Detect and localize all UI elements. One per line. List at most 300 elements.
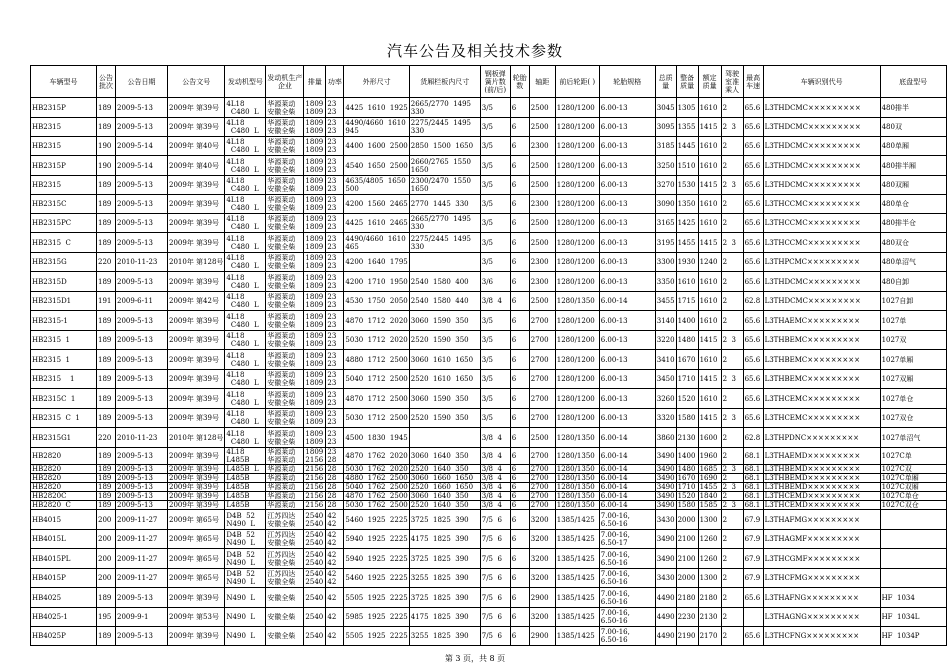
table-cell: 2 [721,492,743,501]
table-cell: 2520 1590 350 [409,409,480,428]
table-cell: L485B [225,474,266,483]
table-cell: 23 23 [326,98,344,118]
table-cell: 65.6 [743,156,763,176]
table-cell: HB4015PL [31,549,97,569]
table-cell: L3THAEMD××××××××× [763,448,880,465]
table-cell: 4870 1712 2020 [344,311,409,331]
table-cell: 5460 1925 2225 [344,569,409,588]
table-cell: 1027双厢 [880,370,946,389]
table-cell: 2009-5-13 [116,98,168,118]
table-cell: 4L18 L485B [225,448,266,465]
table-cell: 3/5 [480,137,510,156]
table-cell: HB2315 [31,137,97,156]
table-cell: 2 [721,195,743,214]
table-cell: 江苏四达 安徽全柴 [266,510,304,530]
table-cell: 2009年 第39号 [168,627,225,646]
table-cell: 190 [97,156,116,176]
table-cell: 2009-5-13 [116,465,168,474]
table-cell: 4L18 C480 L [225,292,266,311]
table-cell: 3/8 4 [480,492,510,501]
table-cell: 3/5 [480,350,510,370]
table-cell: 2540 1580 440 [409,292,480,311]
table-cell: 7.00-16, 6.50-16 [599,549,655,569]
table-cell: 2156 [304,501,326,510]
table-cell: 4L18 C480 L [225,350,266,370]
column-header: 底盘型号 [880,66,946,98]
table-cell: 2009-5-13 [116,272,168,292]
table-cell: 3060 1590 350 [409,311,480,331]
table-cell: 6 [510,253,529,272]
table-cell: HB2315 1 [31,370,97,389]
table-cell: 2700 [529,389,555,409]
table-cell: 65.6 [743,409,763,428]
table-cell: HB2820 [31,483,97,492]
table-cell: 1580 [676,501,698,510]
table-cell: 4490 [655,608,676,627]
table-cell: 1400 [676,448,698,465]
table-cell: 1280/1350 [555,428,599,448]
table-cell: 65.6 [743,98,763,118]
table-cell: 2770 1445 330 [409,195,480,214]
table-cell: 2300 [529,272,555,292]
table-cell: 28 [326,474,344,483]
table-cell: 安徽全柴 [266,627,304,646]
table-cell: 480自卸 [880,272,946,292]
table-cell: 1610 [698,350,721,370]
table-cell: 2700 [529,409,555,428]
table-row [31,214,947,233]
table-cell: 190 [97,137,116,156]
table-cell: 65.6 [743,176,763,195]
table-cell: 华源莱动 安徽全柴 [266,214,304,233]
table-cell: L3THBEMD××××××××× [763,483,880,492]
table-cell: 480单沼气 [880,253,946,272]
table-cell: 1670 [676,350,698,370]
table-cell: 1809 1809 [304,370,326,389]
table-cell: 1610 [698,98,721,118]
table-cell: 6.00-13 [599,156,655,176]
table-cell: 3300 [655,253,676,272]
table-cell: 2009年 第53号 [168,608,225,627]
table-cell: 1385/1425 [555,608,599,627]
table-header-row [31,66,947,98]
table-cell: 2009年 第39号 [168,272,225,292]
table-cell: 67.9 [743,510,763,530]
table-cell: HB2820 [31,465,97,474]
table-cell: 42 42 [326,530,344,549]
table-cell: 23 23 [326,118,344,137]
table-cell: 1580 [676,409,698,428]
table-cell: 1385/1425 [555,510,599,530]
table-cell: L485B [225,492,266,501]
table-cell: 4L18 C480 L [225,428,266,448]
table-cell: 江苏四达 安徽全柴 [266,530,304,549]
table-cell: 28 [326,465,344,474]
table-row [31,549,947,569]
table-cell: 189 [97,627,116,646]
table-cell: 7.00-16, 6.50-17 [599,530,655,549]
column-header: 轮胎规格 [599,66,655,98]
table-cell: 3/8 4 [480,483,510,492]
table-cell: 华源莱动 安徽全柴 [266,137,304,156]
table-cell: 2009-5-13 [116,474,168,483]
table-cell: 4L18 C480 L [225,176,266,195]
table-cell: 6.00-13 [599,137,655,156]
table-cell: 3490 [655,530,676,549]
table-cell: 2540 [304,627,326,646]
table-cell: 6 [510,448,529,465]
table-cell: 2 3 [721,501,743,510]
table-cell: 2 [721,389,743,409]
table-cell: 6.00-13 [599,272,655,292]
table-cell: 2500 [529,292,555,311]
table-cell: 23 23 [326,156,344,176]
table-cell: 5030 1762 2020 [345,465,408,473]
table-row [31,272,947,292]
table-cell: 5940 1925 2225 [344,549,409,569]
table-cell: HB2315G1 [31,428,97,448]
table-cell: 28 [326,483,344,492]
table-cell: HB2315 1 [31,331,97,350]
table-cell: 3/5 [480,370,510,389]
table-cell: 华源莱动 安徽全柴 [266,331,304,350]
table-cell: 1415 [698,176,721,195]
table-row [31,569,947,588]
table-cell: 4200 1560 2465 [344,195,409,214]
table-cell: 1305 [676,98,698,118]
table-cell: HB2315PC [31,214,97,233]
table-row [31,195,947,214]
table-cell: 189 [97,448,116,465]
table-row [31,118,947,137]
table-cell: 5460 1925 2225 [344,510,409,530]
table-cell: 1280/1200 [555,253,599,272]
table-cell: 1280/1200 [555,118,599,137]
table-cell: 2009-5-13 [116,176,168,195]
table-cell: 1027C单厢 [880,474,946,483]
table-cell: 2009-5-13 [116,118,168,137]
table-cell: 23 23 [326,214,344,233]
table-cell: 1300 [698,569,721,588]
table-cell: L3THBEMD××××××××× [763,465,880,474]
table-cell: 2540 [304,588,326,608]
table-cell: 6.00-13 [599,118,655,137]
table-cell: D4B 52 N490 L [225,549,266,569]
table-cell: L485B [225,483,266,492]
table-cell: 4175 1825 390 [409,608,480,627]
table-cell [880,569,946,588]
table-cell: 7.00-16, 6.50-16 [599,588,655,608]
table-cell: 2100 [676,549,698,569]
table-cell: 6 [510,233,529,253]
table-cell: 3/5 [480,195,510,214]
table-cell: 4400 1600 2500 [344,137,409,156]
table-cell: 3200 [529,530,555,549]
table-cell: 3/5 [480,311,510,331]
table-cell: 3490 [656,492,675,500]
table-cell: 23 23 [326,137,344,156]
table-cell: 3320 [655,409,676,428]
table-cell: 2000 [676,510,698,530]
table-cell: 4L18 C480 L [225,331,266,350]
table-cell: 2700 [529,492,555,501]
table-cell: 2009年 第39号 [168,214,225,233]
table-cell: 1350 [676,195,698,214]
table-cell: 67.9 [743,530,763,549]
table-cell: 1385/1425 [555,530,599,549]
table-cell: 3/5 [480,118,510,137]
table-row [31,233,947,253]
table-cell: 2009-5-13 [116,448,168,465]
table-cell: 1027双 [880,331,946,350]
table-cell: 华源莱动 [266,492,304,501]
table-cell: 2500 [529,428,555,448]
column-header: 外形尺寸 [344,66,409,98]
table-cell: HB4025-1 [31,608,97,627]
table-cell: 3410 [655,350,676,370]
table-cell: 2 [721,474,743,483]
table-cell: HB2820 [31,448,97,465]
table-cell: N490 L [225,608,266,627]
table-cell: 3/8 4 [480,292,510,311]
table-cell: 189 [97,272,116,292]
table-cell: 1809 1809 [304,409,326,428]
table-cell: 安徽全柴 [266,588,304,608]
table-cell: 1385/1425 [555,588,599,608]
table-cell: 4L18 C480 L [225,370,266,389]
table-cell: 2009年 第39号 [168,501,225,510]
table-cell: 1455 [676,233,698,253]
table-cell: HB4015 [31,510,97,530]
table-cell: 3/5 [480,98,510,118]
table-cell: 1610 [698,214,721,233]
table-cell: 5985 1925 2225 [344,608,409,627]
table-cell: 1809 1809 [304,233,326,253]
table-cell: 4200 1640 1795 [344,253,409,272]
table-cell: L3THPCMC××××××××× [763,253,880,272]
table-cell: 1280/1200 [555,156,599,176]
table-cell: 1400 [676,311,698,331]
table-row [31,588,947,608]
table-cell: 2 [721,137,743,156]
table-cell: 23 23 [326,389,344,409]
table-cell: 华源莱动 华源莱动 [266,448,304,465]
table-cell: 1280/1200 [555,98,599,118]
table-cell: 4490 [655,588,676,608]
table-cell: 2 [721,549,743,569]
table-row [31,465,947,474]
table-row [31,448,947,465]
table-cell: 68.1 [743,474,763,483]
table-cell: 2009-5-13 [116,350,168,370]
table-cell: 189 [97,98,116,118]
table-cell: 4L18 C480 L [225,156,266,176]
table-cell: 3/5 [480,233,510,253]
table-cell: 5040 1762 2500 [345,483,408,491]
table-cell: 7/5 6 [480,510,510,530]
table-cell: 1610 [698,272,721,292]
table-cell: 4530 1750 2050 [344,292,409,311]
table-cell: 6.00-14 [599,465,655,474]
table-cell: 189 [97,176,116,195]
table-cell: 4L18 C480 L [225,272,266,292]
table-cell: 6 [510,510,529,530]
table-cell: 7.00-16, 6.50-16 [599,608,655,627]
table-row [31,389,947,409]
table-cell: 2 [721,214,743,233]
table-row [31,311,947,331]
table-cell: 65.6 [743,137,763,156]
table-cell: 6 [510,409,529,428]
table-cell: 1809 1809 [304,272,326,292]
table-cell: 2009年 第39号 [168,195,225,214]
table-cell: 42 [326,627,344,646]
table-cell: 2180 [698,588,721,608]
table-cell: 2156 [304,474,326,483]
table-cell: 2156 [304,465,326,474]
table-cell: L3THDCMC××××××××× [763,98,880,118]
table-cell: 5040 1712 2500 [344,370,409,389]
table-cell: 6 [510,569,529,588]
table-cell: 6 [510,608,529,627]
table-cell: 2500 [529,98,555,118]
table-cell: 7/5 6 [480,627,510,646]
table-cell: 7.00-16, 6.50-16 [599,627,655,646]
table-cell: 200 [97,530,116,549]
table-cell: 1355 [676,118,698,137]
table-row [31,530,947,549]
table-cell: 2500 [529,176,555,195]
table-cell: 65.6 [743,389,763,409]
table-cell: 2009-5-14 [116,137,168,156]
table-cell: 6 [510,483,529,492]
table-cell: 1280/1200 [555,214,599,233]
table-cell: 23 23 [326,292,344,311]
table-cell: 2300 [529,137,555,156]
table-cell: 3/5 [480,389,510,409]
table-cell: 1280/1200 [555,137,599,156]
table-cell: 1960 [698,448,721,465]
table-cell: 华源莱动 安徽全柴 [266,292,304,311]
table-cell: 7.00-16, 6.50-16 [599,569,655,588]
table-cell: 3/5 [480,214,510,233]
table-cell: 42 42 [326,569,344,588]
table-cell: 2 3 [721,176,743,195]
table-cell: 2130 [676,428,698,448]
table-cell: 3200 [529,608,555,627]
table-cell: 2009年 第39号 [168,448,225,465]
table-cell: 1809 1809 [304,292,326,311]
table-cell: 3/5 [480,331,510,350]
table-cell: 2009-5-13 [116,370,168,389]
table-cell: 480双仓 [880,233,946,253]
table-cell: 3200 [529,569,555,588]
table-cell: 1685 [698,465,721,474]
table-cell: 4490/4660 1610 945 [344,118,409,137]
table-cell: 1809 2156 [304,448,326,465]
table-cell: L3THCFMG××××××××× [763,569,880,588]
table-cell: 1610 [676,272,698,292]
table-cell: 6 [510,492,529,501]
table-cell: 23 23 [326,409,344,428]
table-cell: 2 [721,350,743,370]
table-cell: 480单厢 [880,137,946,156]
table-cell: 7/5 6 [480,588,510,608]
table-cell: 4500 1830 1945 [344,428,409,448]
table-cell: 3255 1825 390 [409,569,480,588]
table-cell: 3490 [656,501,675,509]
table-cell: 2540 1580 400 [409,272,480,292]
table-cell: L3THCEMC××××××××× [763,389,880,409]
table-cell: 4540 1650 2500 [344,156,409,176]
table-cell: 195 [97,608,116,627]
table-cell: 2009-5-13 [116,331,168,350]
table-cell: 2 [721,253,743,272]
table-row [31,370,947,389]
table-cell: 2700 [529,370,555,389]
table-cell: 6.00-13 [599,331,655,350]
table-cell: 2 3 [721,483,743,492]
table-cell: HB2315P [31,156,97,176]
table-row [31,292,947,311]
table-cell: HB2820 C [31,501,97,510]
table-cell: 华源莱动 [266,474,304,483]
table-cell: 2700 [529,448,555,465]
table-cell: 5030 1712 2500 [344,409,409,428]
table-cell: 1280/1350 [555,448,599,465]
table-cell: 7/5 6 [480,549,510,569]
table-cell: L3THAFMG××××××××× [763,510,880,530]
table-cell: 1280/1200 [555,389,599,409]
table-cell: 华源莱动 安徽全柴 [266,156,304,176]
table-cell: 1809 1809 [304,311,326,331]
table-cell: 68.1 [743,448,763,465]
table-cell: 6.00-13 [599,409,655,428]
table-cell: 6.00-13 [599,370,655,389]
table-cell: 65.6 [743,195,763,214]
table-cell: 42 42 [326,510,344,530]
table-cell: 2009-5-13 [116,233,168,253]
table-cell: 安徽全柴 [266,608,304,627]
table-cell: 2009-5-13 [116,627,168,646]
table-cell: 65.6 [743,214,763,233]
table-cell: D4B 52 N490 L [225,569,266,588]
table-cell: 6 [510,214,529,233]
table-cell: 2009年 第39号 [168,233,225,253]
table-cell: D4B 52 N490 L [225,530,266,549]
table-cell: 1425 [676,214,698,233]
table-cell: 2009年 第39号 [168,389,225,409]
table-cell: 480排半厢 [880,156,946,176]
table-cell: 2009年 第40号 [168,137,225,156]
table-cell: 3/6 [480,272,510,292]
table-cell: 2010-11-23 [116,428,168,448]
table-cell: 3060 1640 350 [409,492,480,501]
table-cell: 江苏四达 安徽全柴 [266,549,304,569]
table-cell: 2 3 [721,118,743,137]
table-cell: 189 [97,501,116,510]
column-header: 额定质量 [698,66,721,98]
table-cell: 3060 1640 350 [409,448,480,465]
table-cell: 1710 [676,370,698,389]
table-cell: 2009年 第65号 [168,510,225,530]
table-cell: 2009年 第39号 [168,409,225,428]
column-header: 发动机型号 [225,66,266,98]
table-cell: 3/8 4 [480,448,510,465]
table-cell: 4490 [655,627,676,646]
table-cell: 1530 [676,176,698,195]
table-cell: 1809 1809 [304,137,326,156]
